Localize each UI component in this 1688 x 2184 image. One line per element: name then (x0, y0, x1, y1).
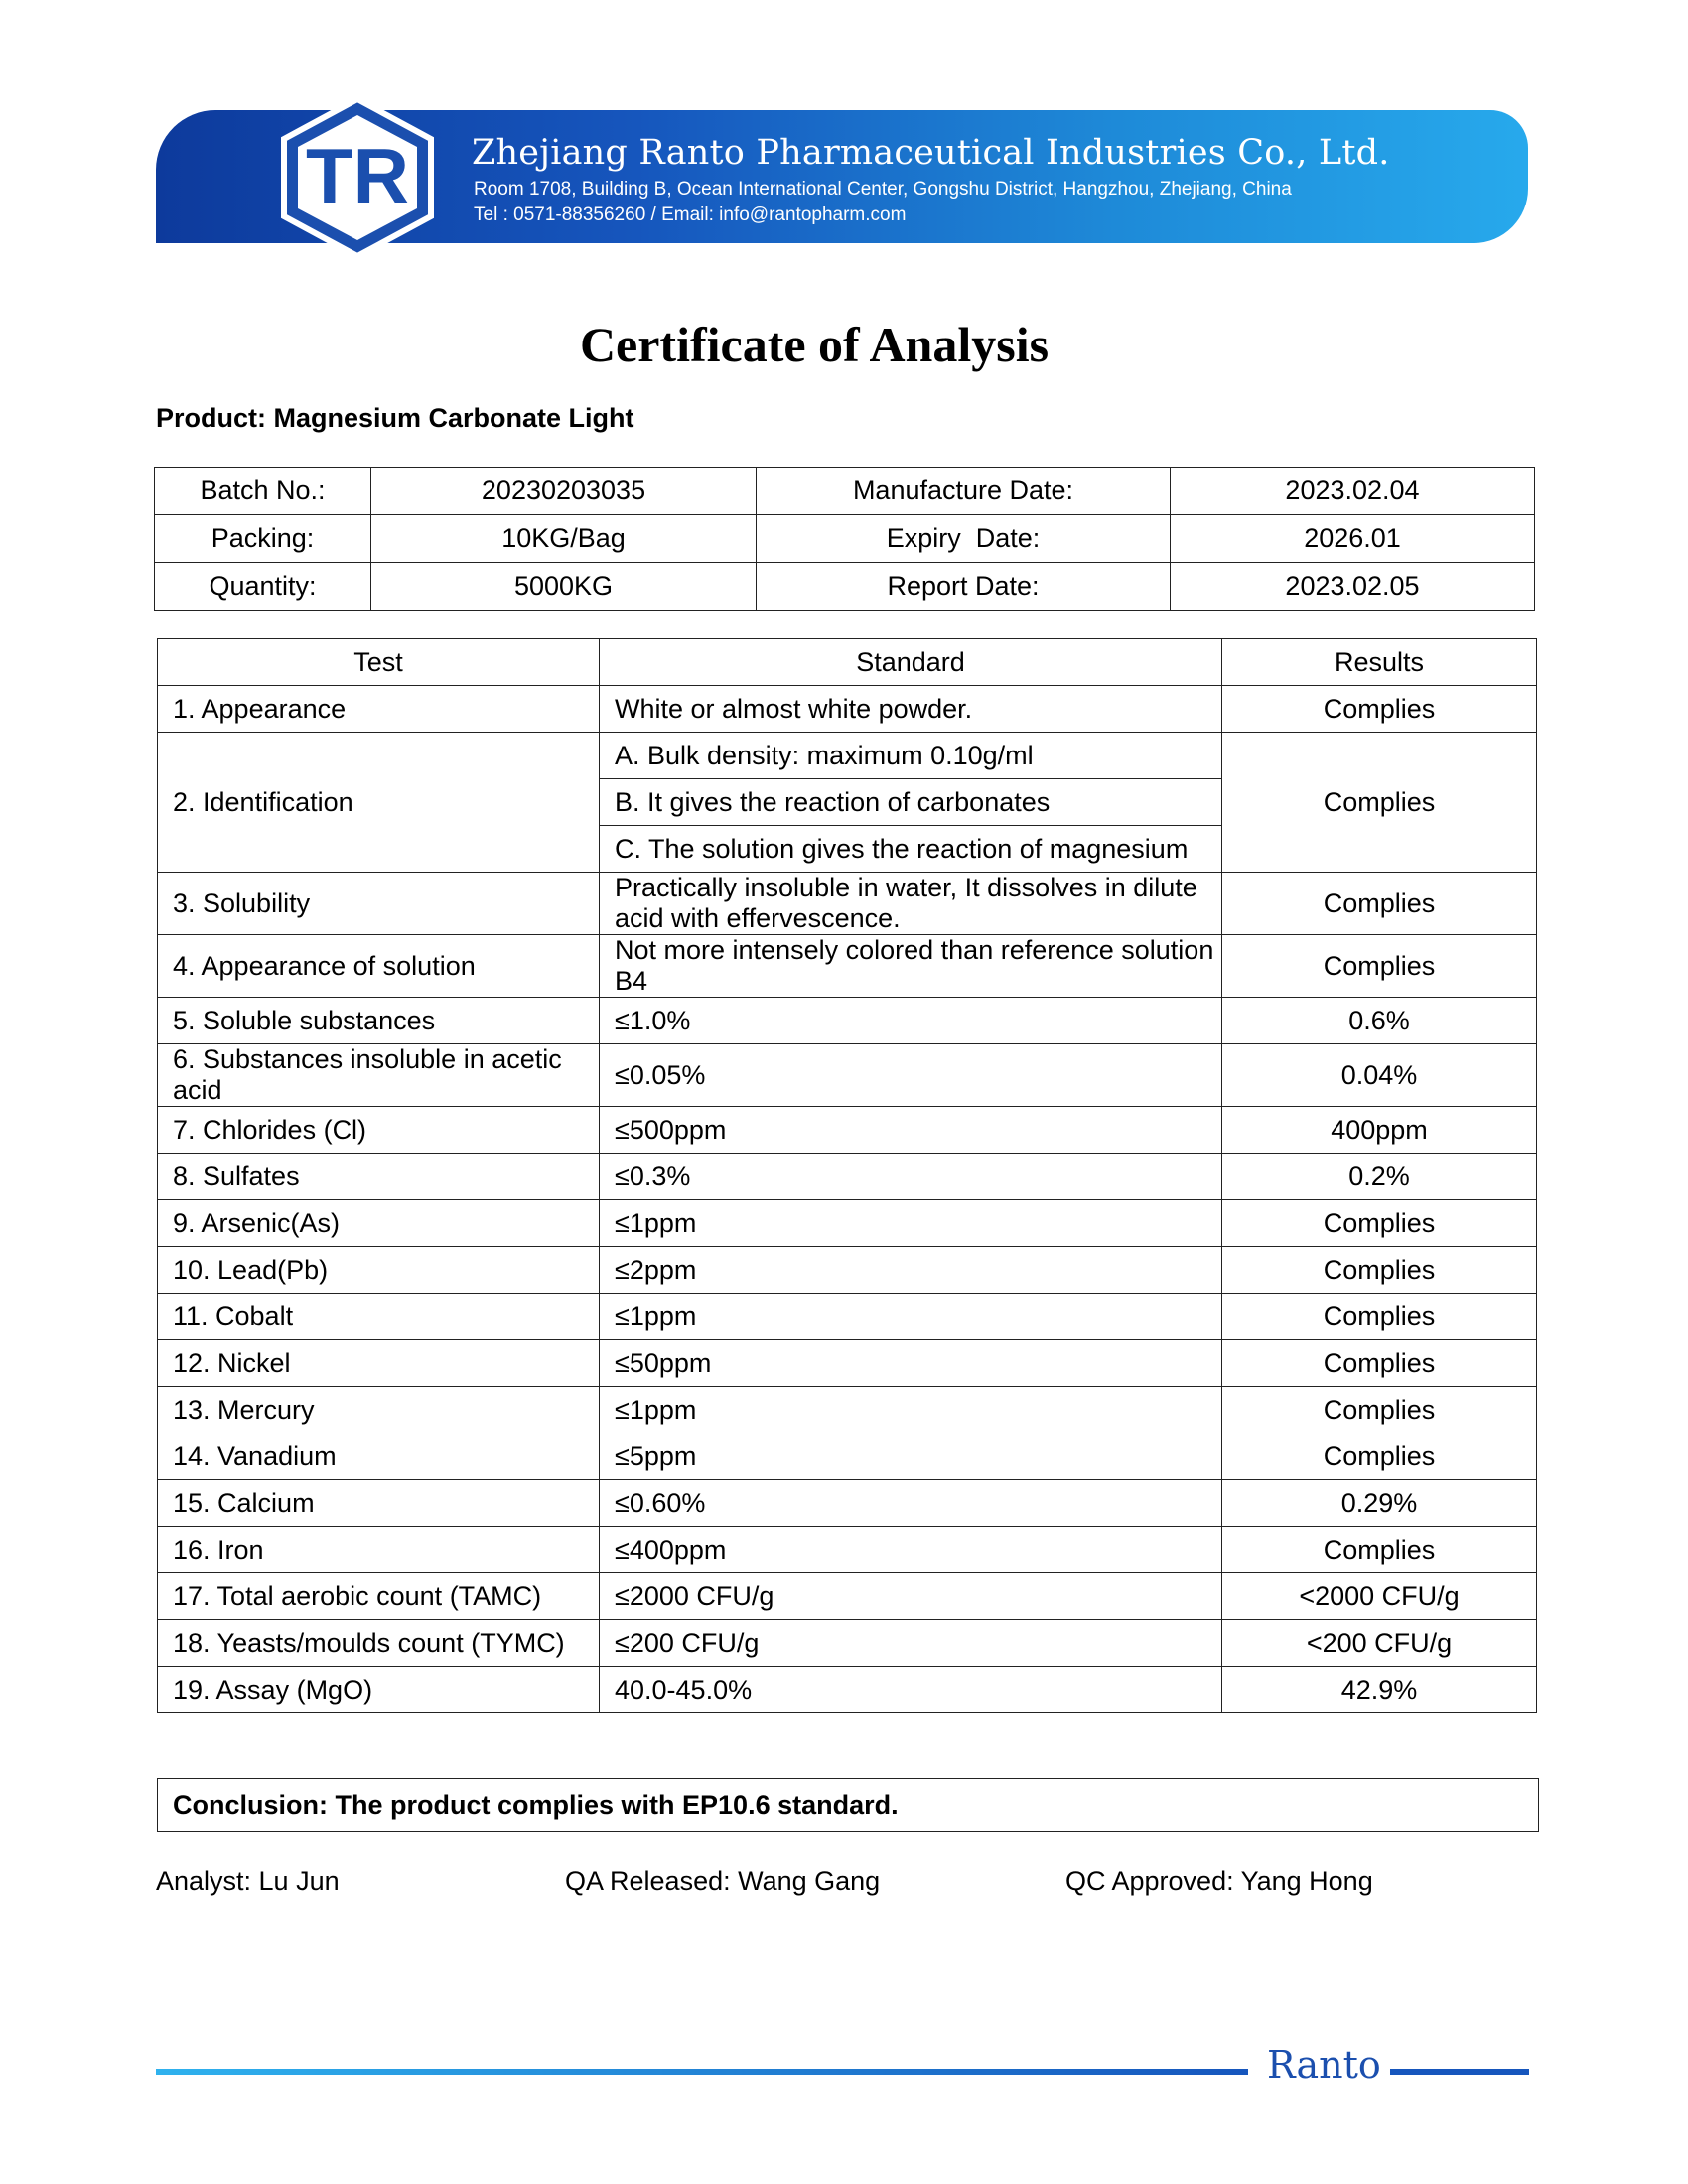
test-standard: Practically insoluble in water, It dissolves in dilute acid with effervescence. (600, 873, 1222, 935)
logo-text: TR (306, 132, 409, 219)
test-result: 0.6% (1222, 998, 1537, 1044)
test-standard: ≤1.0% (600, 998, 1222, 1044)
test-result: Complies (1222, 733, 1537, 873)
table-header-row (158, 639, 1537, 686)
test-name: 6. Substances insoluble in acetic acid (158, 1044, 600, 1107)
column-header-test: Test (158, 639, 600, 686)
test-result: 0.29% (1222, 1480, 1537, 1527)
test-result: 400ppm (1222, 1107, 1537, 1154)
test-standard: ≤2ppm (600, 1247, 1222, 1294)
info-label: Packing: (155, 515, 371, 563)
info-value: 2026.01 (1171, 515, 1535, 563)
info-value: 2023.02.05 (1171, 563, 1535, 611)
table-row (158, 1667, 1537, 1713)
test-result: Complies (1222, 1433, 1537, 1480)
table-row (158, 1154, 1537, 1200)
test-standard: ≤1ppm (600, 1387, 1222, 1433)
test-name: 13. Mercury (158, 1387, 600, 1433)
table-row (158, 686, 1537, 733)
table-row (158, 1107, 1537, 1154)
info-label: Report Date: (757, 563, 1171, 611)
test-name: 5. Soluble substances (158, 998, 600, 1044)
test-standard: ≤400ppm (600, 1527, 1222, 1573)
test-standard: ≤0.60% (600, 1480, 1222, 1527)
test-result: Complies (1222, 1294, 1537, 1340)
test-name: 16. Iron (158, 1527, 600, 1573)
test-name: 2. Identification (158, 733, 600, 873)
tests-table (157, 638, 1537, 1713)
test-result: Complies (1222, 1247, 1537, 1294)
test-result: 42.9% (1222, 1667, 1537, 1713)
company-name: Zhejiang Ranto Pharmaceutical Industries Co., Ltd. (472, 133, 1390, 173)
analyst-signature: Analyst: Lu Jun (156, 1866, 340, 1896)
test-name: 3. Solubility (158, 873, 600, 935)
test-name: 18. Yeasts/moulds count (TYMC) (158, 1620, 600, 1667)
column-header-results: Results (1222, 639, 1537, 686)
test-standard: White or almost white powder. (600, 686, 1222, 733)
batch-info-table (154, 467, 1535, 611)
test-standard: C. The solution gives the reaction of magnesium (600, 826, 1222, 873)
conclusion-box: Conclusion: The product complies with EP10.6 standard. (157, 1778, 1539, 1832)
test-result: Complies (1222, 1340, 1537, 1387)
test-result: Complies (1222, 686, 1537, 733)
test-name: 9. Arsenic(As) (158, 1200, 600, 1247)
test-name: 1. Appearance (158, 686, 600, 733)
product-name: Product: Magnesium Carbonate Light (156, 403, 634, 433)
table-row (158, 1340, 1537, 1387)
test-name: 8. Sulfates (158, 1154, 600, 1200)
test-name: 15. Calcium (158, 1480, 600, 1527)
info-row (155, 468, 1535, 515)
test-name: 4. Appearance of solution (158, 935, 600, 998)
test-result: Complies (1222, 1200, 1537, 1247)
test-standard: ≤2000 CFU/g (600, 1573, 1222, 1620)
test-standard: ≤0.05% (600, 1044, 1222, 1107)
footer-rule-left (156, 2069, 1248, 2075)
table-row (158, 1387, 1537, 1433)
test-result: <2000 CFU/g (1222, 1573, 1537, 1620)
page-title: Certificate of Analysis (579, 317, 1050, 372)
table-row (158, 873, 1537, 935)
test-standard: A. Bulk density: maximum 0.10g/ml (600, 733, 1222, 779)
info-label: Manufacture Date: (757, 468, 1171, 515)
test-standard: ≤500ppm (600, 1107, 1222, 1154)
test-name: 19. Assay (MgO) (158, 1667, 600, 1713)
test-result: <200 CFU/g (1222, 1620, 1537, 1667)
company-address: Room 1708, Building B, Ocean International Center, Gongshu District, Hangzhou, Zhejiang, China (474, 179, 1292, 200)
info-row (155, 563, 1535, 611)
test-standard: Not more intensely colored than reference solution B4 (600, 935, 1222, 998)
footer-brand: Ranto (1267, 2043, 1381, 2087)
test-name: 12. Nickel (158, 1340, 600, 1387)
info-label: Quantity: (155, 563, 371, 611)
qa-signature: QA Released: Wang Gang (565, 1866, 881, 1896)
footer-rule-right (1390, 2069, 1529, 2075)
info-label: Expiry Date: (757, 515, 1171, 563)
table-row (158, 733, 1537, 779)
table-row (158, 1200, 1537, 1247)
test-result: 0.04% (1222, 1044, 1537, 1107)
company-logo (274, 95, 441, 260)
test-name: 11. Cobalt (158, 1294, 600, 1340)
test-name: 7. Chlorides (Cl) (158, 1107, 600, 1154)
table-row (158, 935, 1537, 998)
test-standard: ≤50ppm (600, 1340, 1222, 1387)
table-row (158, 998, 1537, 1044)
test-standard: ≤200 CFU/g (600, 1620, 1222, 1667)
table-row (158, 1573, 1537, 1620)
table-row (158, 1480, 1537, 1527)
info-label: Batch No.: (155, 468, 371, 515)
info-value: 5000KG (371, 563, 757, 611)
test-name: 10. Lead(Pb) (158, 1247, 600, 1294)
company-contact: Tel : 0571-88356260 / Email: info@rantopharm.com (474, 205, 907, 225)
table-row (158, 1044, 1537, 1107)
test-result: Complies (1222, 1387, 1537, 1433)
column-header-standard: Standard (600, 639, 1222, 686)
test-result: Complies (1222, 873, 1537, 935)
table-row (158, 1620, 1537, 1667)
test-result: 0.2% (1222, 1154, 1537, 1200)
table-row (158, 1433, 1537, 1480)
test-standard: 40.0-45.0% (600, 1667, 1222, 1713)
test-name: 17. Total aerobic count (TAMC) (158, 1573, 600, 1620)
info-value: 20230203035 (371, 468, 757, 515)
info-row (155, 515, 1535, 563)
table-row (158, 1247, 1537, 1294)
table-row (158, 1294, 1537, 1340)
info-value: 2023.02.04 (1171, 468, 1535, 515)
test-standard: ≤0.3% (600, 1154, 1222, 1200)
qc-signature: QC Approved: Yang Hong (1065, 1866, 1373, 1896)
table-row (158, 1527, 1537, 1573)
test-result: Complies (1222, 1527, 1537, 1573)
test-standard: ≤1ppm (600, 1200, 1222, 1247)
test-standard: ≤1ppm (600, 1294, 1222, 1340)
info-value: 10KG/Bag (371, 515, 757, 563)
test-standard: B. It gives the reaction of carbonates (600, 779, 1222, 826)
test-result: Complies (1222, 935, 1537, 998)
test-standard: ≤5ppm (600, 1433, 1222, 1480)
test-name: 14. Vanadium (158, 1433, 600, 1480)
